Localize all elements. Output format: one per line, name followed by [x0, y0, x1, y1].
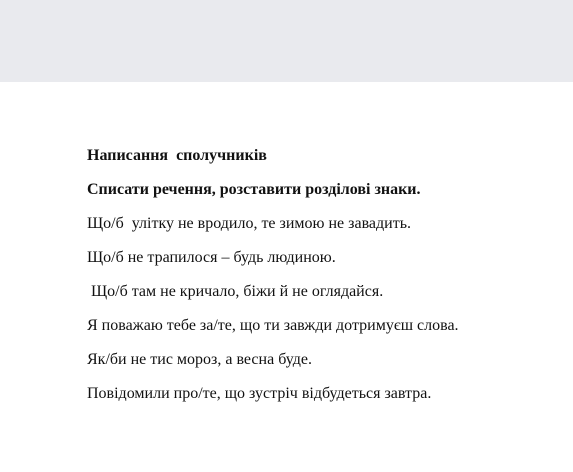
sentence-3: Що/б там не кричало, біжи й не оглядайся. [87, 283, 384, 300]
sentence-1: Що/б улітку не вродило, те зимою не завадить. [87, 215, 412, 232]
sentence-5: Як/би не тис мороз, а весна буде. [87, 351, 312, 368]
sentence-6: Повідомили про/те, що зустріч відбудеться завтра. [87, 385, 432, 402]
task-instruction: Списати речення, розставити розділові знаки. [87, 181, 421, 198]
document-heading: Написання сполучників [87, 147, 267, 164]
sentence-2: Що/б не трапилося – будь людиною. [87, 249, 336, 266]
sentence-4: Я поважаю тебе за/те, що ти завжди дотримуєш слова. [87, 317, 459, 334]
top-gray-band [0, 0, 573, 82]
document-page [0, 82, 573, 472]
